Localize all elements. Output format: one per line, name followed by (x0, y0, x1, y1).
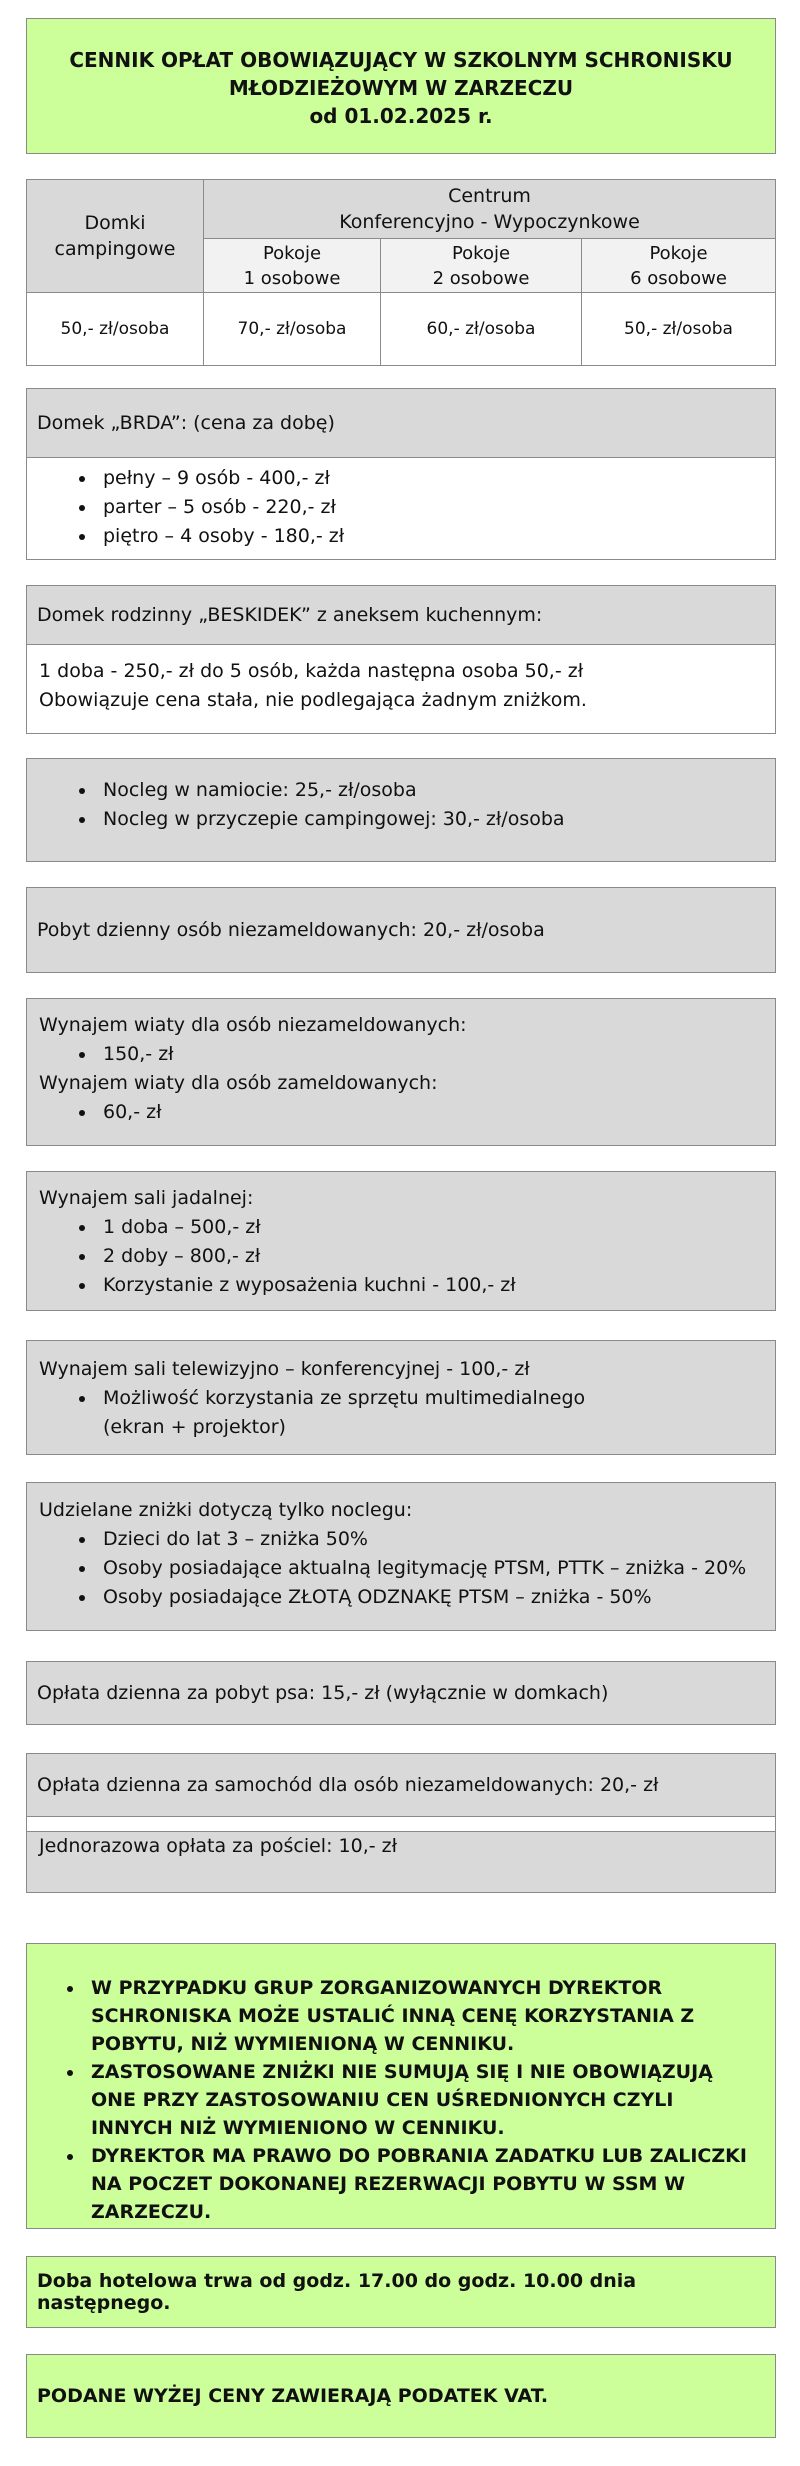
shelter-unregistered-label: Wynajem wiaty dla osób niezameldowanych: (39, 1014, 467, 1036)
beskidek-price: 1 doba - 250,- zł do 5 osób, każda następna osoba 50,- zł (39, 660, 584, 682)
title-line-2: MŁODZIEŻOWYM W ZARZECZU (228, 76, 574, 100)
notes-box (26, 1943, 776, 2229)
beskidek-note: Obowiązuje cena stała, nie podlegająca żadnym zniżkom. (39, 689, 587, 711)
centrum-header: Centrum Konferencyjno - Wypoczynkowe (204, 180, 776, 239)
discounts-box (26, 1482, 776, 1631)
list-item: • 150,- zł (97, 1040, 763, 1069)
brda-list-box (26, 457, 776, 560)
title-line-1: CENNIK OPŁAT OBOWIĄZUJĄCY W SZKOLNYM SCHRONISKU (69, 48, 733, 72)
day-stay-box: Pobyt dzienny osób niezameldowanych: 20,- zł/osoba (26, 887, 776, 973)
list-item: • 2 doby – 800,- zł (97, 1242, 763, 1271)
brda-heading: Domek „BRDA”: (cena za dobę) (26, 388, 776, 458)
list-item: • 1 doba – 500,- zł (97, 1213, 763, 1242)
list-item: • 60,- zł (97, 1098, 763, 1127)
room-6-header: Pokoje 6 osobowe (582, 239, 776, 293)
list-item: • Dzieci do lat 3 – zniżka 50% (97, 1525, 763, 1554)
dining-box (26, 1171, 776, 1311)
brda-list (39, 464, 763, 551)
list-item: • parter – 5 osób - 220,- zł (97, 493, 763, 522)
discounts-heading: Udzielane zniżki dotyczą tylko noclegu: (39, 1499, 413, 1521)
bedding-fee-box: Jednorazowa opłata za pościel: 10,- zł (26, 1831, 776, 1893)
room-1-header: Pokoje 1 osobowe (204, 239, 381, 293)
notes-list (27, 1974, 761, 2226)
shelter-registered-label: Wynajem wiaty dla osób zameldowanych: (39, 1072, 438, 1094)
list-item: • piętro – 4 osoby - 180,- zł (97, 522, 763, 551)
discounts-list (39, 1525, 763, 1612)
spacer-row (26, 1816, 776, 1832)
room-2-header: Pokoje 2 osobowe (381, 239, 582, 293)
car-fee-box: Opłata dzienna za samochód dla osób niezameldowanych: 20,- zł (26, 1753, 776, 1817)
accommodation-price-table (26, 179, 776, 366)
list-item: • W PRZYPADKU GRUP ZORGANIZOWANYCH DYREKTOR SCHRONISKA MOŻE USTALIĆ INNĄ CENĘ KORZYSTANIA Z POBYTU, NIŻ WYMIENIONĄ W CENNIKU. (85, 1974, 761, 2058)
price-room-6: 50,- zł/osoba (582, 293, 776, 366)
hotel-day-box: Doba hotelowa trwa od godz. 17.00 do godz. 10.00 dnia następnego. (26, 2256, 776, 2328)
tv-room-box (26, 1340, 776, 1455)
list-item: • Korzystanie z wyposażenia kuchni - 100,- zł (97, 1271, 763, 1300)
dog-fee-box: Opłata dzienna za pobyt psa: 15,- zł (wyłącznie w domkach) (26, 1661, 776, 1725)
domki-header: Domki campingowe (27, 180, 204, 293)
list-item: • DYREKTOR MA PRAWO DO POBRANIA ZADATKU LUB ZALICZKI NA POCZET DOKONANEJ REZERWACJI POBYTU W SSM W ZARZECZU. (85, 2142, 761, 2226)
dining-heading: Wynajem sali jadalnej: (39, 1187, 254, 1209)
tv-room-list (39, 1384, 763, 1442)
price-room-2: 60,- zł/osoba (381, 293, 582, 366)
list-item: • pełny – 9 osób - 400,- zł (97, 464, 763, 493)
title-line-3: od 01.02.2025 r. (309, 104, 493, 128)
list-item: • Nocleg w namiocie: 25,- zł/osoba (97, 776, 763, 805)
list-item: • Osoby posiadające aktualną legitymację PTSM, PTTK – zniżka - 20% (97, 1554, 763, 1583)
price-room-1: 70,- zł/osoba (204, 293, 381, 366)
camping-box (26, 758, 776, 862)
dining-list (39, 1213, 763, 1300)
vat-box: PODANE WYŻEJ CENY ZAWIERAJĄ PODATEK VAT. (26, 2354, 776, 2438)
list-item: • ZASTOSOWANE ZNIŻKI NIE SUMUJĄ SIĘ I NIE OBOWIĄZUJĄ ONE PRZY ZASTOSOWANIU CEN UŚREDNIONYCH CZYLI INNYCH NIŻ WYMIENIONO W CENNIKU. (85, 2058, 761, 2142)
shelter-box (26, 998, 776, 1146)
camping-list (39, 776, 763, 834)
tv-room-heading: Wynajem sali telewizyjno – konferencyjnej - 100,- zł (39, 1358, 530, 1380)
list-item: • Nocleg w przyczepie campingowej: 30,- zł/osoba (97, 805, 763, 834)
list-item: • Osoby posiadające ZŁOTĄ ODZNAKĘ PTSM – zniżka - 50% (97, 1583, 763, 1612)
price-domki: 50,- zł/osoba (27, 293, 204, 366)
beskidek-heading: Domek rodzinny „BESKIDEK” z aneksem kuchennym: (26, 585, 776, 645)
list-item: • Możliwość korzystania ze sprzętu multimedialnego (ekran + projektor) (97, 1384, 763, 1442)
beskidek-body (26, 644, 776, 734)
price-list-title-box (26, 18, 776, 154)
